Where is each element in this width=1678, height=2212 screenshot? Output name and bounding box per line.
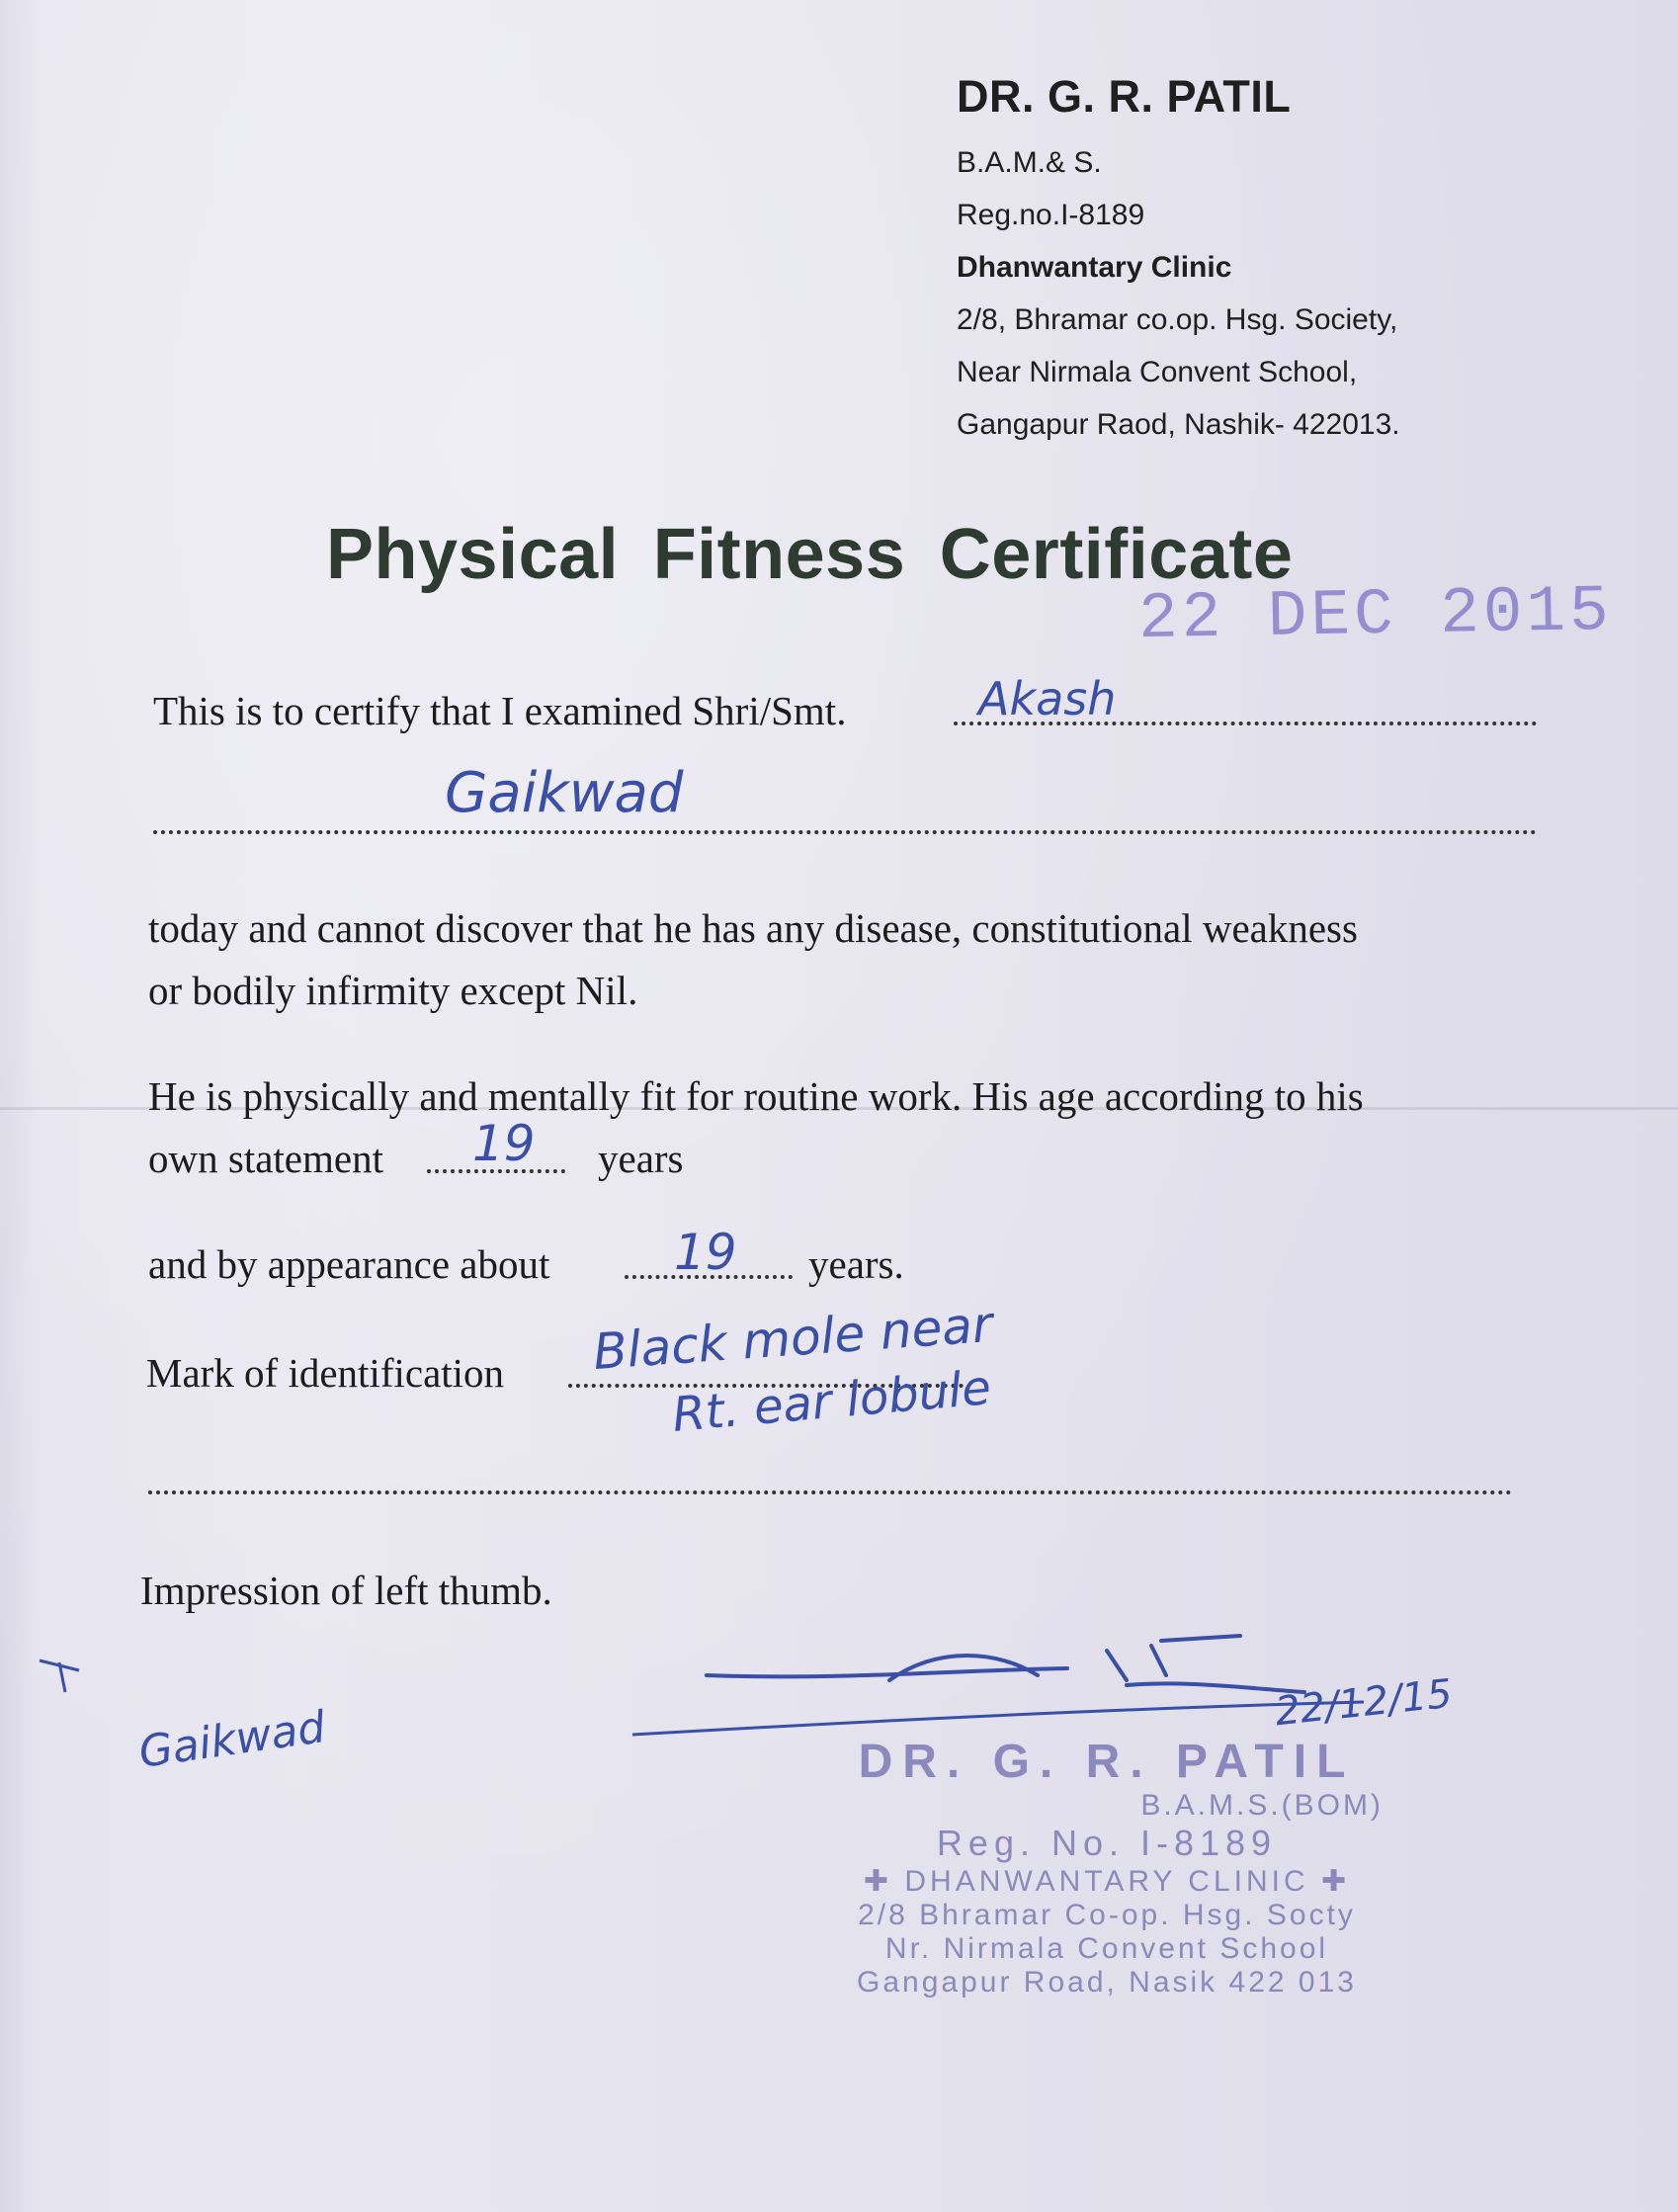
- stamp-clinic-label: DHANWANTARY CLINIC: [904, 1865, 1309, 1898]
- appearance-label: and by appearance about: [148, 1241, 550, 1287]
- doctor-name: DR. G. R. PATIL: [957, 71, 1292, 122]
- paragraph-1-line-2: or bodily infirmity except Nil.: [148, 968, 638, 1013]
- mark-value-line-1: Black mole near: [591, 1295, 995, 1382]
- patient-first-name: Akash: [978, 672, 1117, 725]
- stamp-reg-no: Reg. No. I-8189: [936, 1823, 1278, 1863]
- age-statement-value: 19: [472, 1115, 536, 1172]
- doctor-reg-no: Reg.no.I-8189: [957, 199, 1145, 231]
- years-label-2: years.: [808, 1241, 904, 1287]
- date-stamp: 22 DEC 2015: [1137, 573, 1614, 657]
- paragraph-1-line-1: today and cannot discover that he has any disease, constitutional weakness: [148, 905, 1358, 951]
- clinic-address-line-2: Near Nirmala Convent School,: [957, 356, 1358, 388]
- age-appearance-value: 19: [674, 1224, 737, 1281]
- certify-line: This is to certify that I examined Shri/Smt.: [153, 688, 847, 733]
- stamp-address-3: Gangapur Road, Nasik 422 013: [857, 1966, 1357, 1999]
- mark-of-identification-label: Mark of identification: [146, 1350, 505, 1396]
- stamp-address-1: 2/8 Bhramar Co-op. Hsg. Socty: [858, 1899, 1356, 1931]
- stamp-cross-icon: ✚: [863, 1865, 905, 1898]
- years-label: years: [598, 1136, 684, 1181]
- certificate-title: Physical Fitness Certificate: [326, 515, 1294, 594]
- stamp-cross-icon: ✚: [1308, 1865, 1351, 1898]
- mark-value-line-2: Rt. ear lobule: [670, 1360, 993, 1443]
- stamp-doctor-name: DR. G. R. PATIL: [858, 1736, 1356, 1788]
- thumb-impression-label: Impression of left thumb.: [140, 1568, 552, 1613]
- doctor-sign-date: 22/12/15: [1273, 1670, 1455, 1736]
- own-statement-label: own statement: [148, 1136, 383, 1181]
- clinic-address-line-3: Gangapur Raod, Nashik- 422013.: [957, 408, 1400, 441]
- clinic-address-line-1: 2/8, Bhramar co.op. Hsg. Society,: [957, 303, 1398, 336]
- clinic-rubber-stamp: [791, 1735, 1423, 1999]
- stamp-clinic-name: [791, 1864, 1423, 1899]
- doctor-qualification: B.A.M.& S.: [957, 146, 1102, 179]
- clinic-name: Dhanwantary Clinic: [957, 251, 1232, 284]
- thumb-signature: Gaikwad: [135, 1702, 329, 1778]
- paragraph-2-line-1: He is physically and mentally fit for routine work. His age according to his: [148, 1073, 1364, 1119]
- stamp-qualification: B.A.M.S.(BOM): [1140, 1789, 1384, 1822]
- patient-last-name: Gaikwad: [445, 761, 684, 825]
- stamp-address-2: Nr. Nirmala Convent School: [884, 1932, 1329, 1965]
